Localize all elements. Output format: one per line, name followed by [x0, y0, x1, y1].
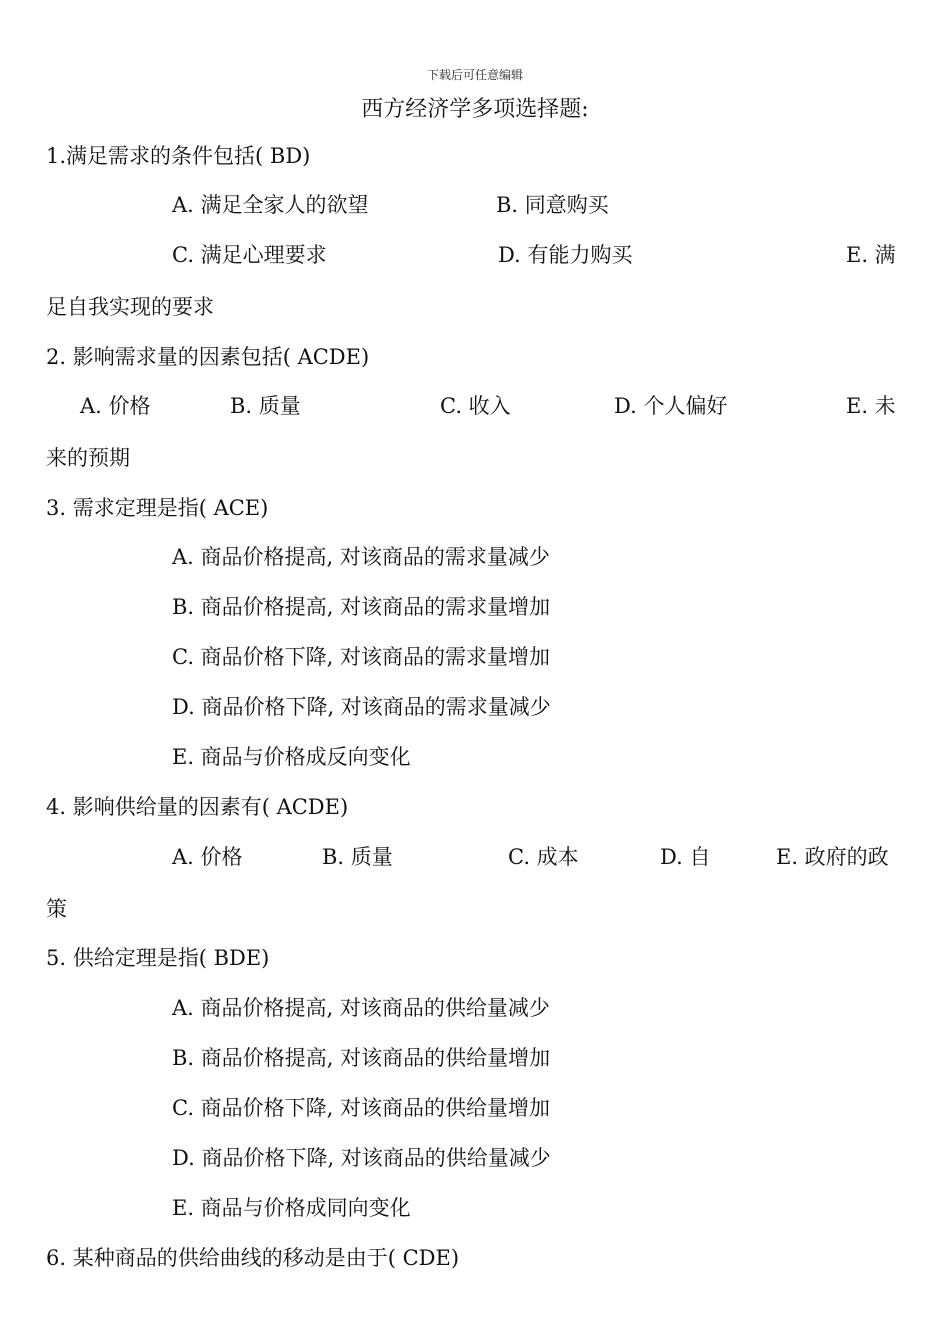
- question-3-stem: 3. 需求定理是指( ACE): [46, 496, 269, 520]
- question-4-wrap-text: 策: [46, 897, 67, 921]
- question-5-stem: 5. 供给定理是指( BDE): [46, 946, 270, 970]
- question-2-option-d: D. 个人偏好: [614, 394, 728, 418]
- question-4-option-e: E. 政府的政: [776, 845, 889, 869]
- question-1-option-d: D. 有能力购买: [498, 243, 633, 267]
- question-3-option-e: E. 商品与价格成反向变化: [172, 745, 411, 769]
- question-2-option-b: B. 质量: [230, 394, 301, 418]
- question-3-option-c: C. 商品价格下降, 对该商品的需求量增加: [172, 645, 551, 669]
- question-5-option-c: C. 商品价格下降, 对该商品的供给量增加: [172, 1096, 551, 1120]
- question-3-option-a: A. 商品价格提高, 对该商品的需求量减少: [172, 545, 550, 569]
- question-4-option-b: B. 质量: [322, 845, 393, 869]
- question-5-option-a: A. 商品价格提高, 对该商品的供给量减少: [172, 996, 550, 1020]
- question-5-option-e: E. 商品与价格成同向变化: [172, 1196, 411, 1220]
- question-5-option-b: B. 商品价格提高, 对该商品的供给量增加: [172, 1046, 551, 1070]
- document-title: 西方经济学多项选择题:: [361, 97, 589, 122]
- question-3-option-d: D. 商品价格下降, 对该商品的需求量减少: [172, 695, 551, 719]
- question-1-option-a: A. 满足全家人的欲望: [172, 193, 369, 217]
- question-2-wrap-text: 来的预期: [46, 446, 130, 470]
- question-4-option-c: C. 成本: [508, 845, 579, 869]
- question-2-stem: 2. 影响需求量的因素包括( ACDE): [46, 345, 370, 369]
- question-5-option-d: D. 商品价格下降, 对该商品的供给量减少: [172, 1146, 551, 1170]
- question-1-option-c: C. 满足心理要求: [172, 243, 327, 267]
- question-2-option-e: E. 未: [846, 394, 896, 418]
- question-2-option-c: C. 收入: [440, 394, 511, 418]
- question-2-option-a: A. 价格: [80, 394, 151, 418]
- page-header: 下载后可任意编辑: [426, 68, 523, 82]
- question-4-stem: 4. 影响供给量的因素有( ACDE): [46, 795, 349, 819]
- question-1-stem: 1.满足需求的条件包括( BD): [46, 144, 311, 168]
- question-4-option-d: D. 自: [660, 845, 711, 869]
- question-3-option-b: B. 商品价格提高, 对该商品的需求量增加: [172, 595, 551, 619]
- question-4-option-a: A. 价格: [172, 845, 243, 869]
- question-6-stem: 6. 某种商品的供给曲线的移动是由于( CDE): [46, 1246, 460, 1270]
- question-1-option-e: E. 满: [846, 243, 896, 267]
- question-1-option-b: B. 同意购买: [496, 193, 609, 217]
- question-1-wrap-text: 足自我实现的要求: [46, 295, 214, 319]
